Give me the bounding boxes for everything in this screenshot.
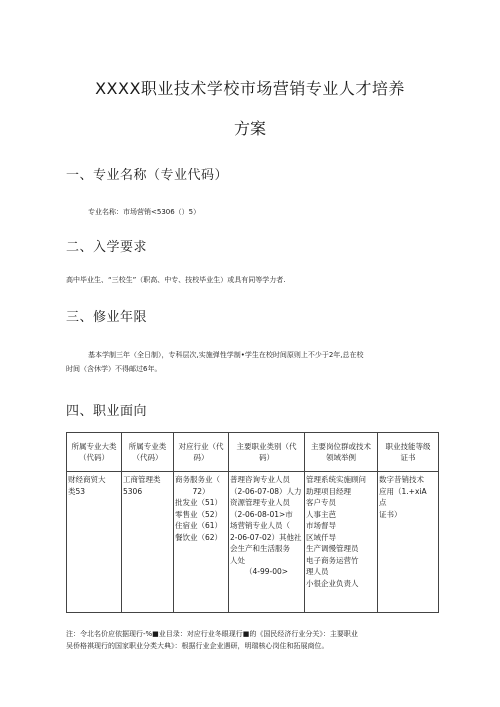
table-header-row bbox=[67, 433, 439, 472]
section-heading-3: 三、修业年限 bbox=[66, 310, 148, 325]
section-text-1: 专业名称：市场营销<5306（）5） bbox=[88, 208, 201, 216]
cell-occupation: 普理咨询专业人员 （2-06-07-08）人力 资源管理专业人员 （2-06-08-01>市 场营销专业人员（ 2-06-07-02）其他社 会生产和生活服务 人处 （4-99-00> bbox=[229, 472, 305, 613]
cell-major-class: 工商管理类 5306 bbox=[122, 472, 174, 613]
cell-certificates: 数字昔销技术 应用（1.+xiA 点 证书） bbox=[378, 472, 439, 613]
header-cell-major-class: 所属专业类 （代码） bbox=[122, 433, 174, 472]
section-text-3-line2: 时间（含休学）不得邮过6年。 bbox=[66, 365, 162, 373]
section-text-2: 高中毕业生、“三校生”（职高、中专、技校毕业生）或具有同等学力者. bbox=[66, 276, 286, 284]
document-title-line1: XXXX职业技术学校市场营销专业人才培养 bbox=[95, 79, 405, 98]
table-note-line2: 吴侨格祺现行的国家职业分类大典》：根据行业企业遇研，明瑞核心岗住和拓展商位。 bbox=[66, 641, 329, 650]
career-table bbox=[66, 432, 439, 613]
table-note-line1: 注：令北名价应依据现行-%■业目录：对应行业冬眼现行■的《国民经济行业分关》：主要职业 bbox=[66, 630, 358, 638]
cell-positions: 管理系统实施顾问 助理项目经理 客户专员 人事主芭 市场督导 区域仟导 生产调慢管理员 电子商务运营竹 理人员 小很企业负责人 bbox=[305, 472, 378, 613]
table-row bbox=[67, 472, 439, 613]
section-text-3-line1: 基本学制三年（全日制），专科层次,实施弹性学制•学生在校时间原则上不少于2年,总在校 bbox=[88, 351, 364, 359]
cell-major-category: 财经商贸大 类53 bbox=[67, 472, 122, 613]
document-title-line2: 方案 bbox=[233, 119, 266, 138]
header-cell-positions: 主要岗位群或技术 领域举例 bbox=[305, 433, 378, 472]
header-cell-certificates: 职业技能等级 证书 bbox=[378, 433, 439, 472]
header-cell-major-category: 所属专业大类 （代码） bbox=[67, 433, 122, 472]
cell-industry: 商务服务业（ 72） 批发业（51） 零售业（52） 住宿业（61） 餐饮业（62） bbox=[174, 472, 229, 613]
header-cell-occupation: 主要职业类别（代 码） bbox=[229, 433, 305, 472]
section-heading-1: 一、专业名称（专业代码） bbox=[66, 168, 229, 183]
section-heading-2: 二、入学要求 bbox=[66, 240, 148, 255]
section-heading-4: 四、职业面向 bbox=[66, 404, 148, 419]
header-cell-industry: 对应行业（代 码） bbox=[174, 433, 229, 472]
table-note bbox=[66, 629, 436, 652]
